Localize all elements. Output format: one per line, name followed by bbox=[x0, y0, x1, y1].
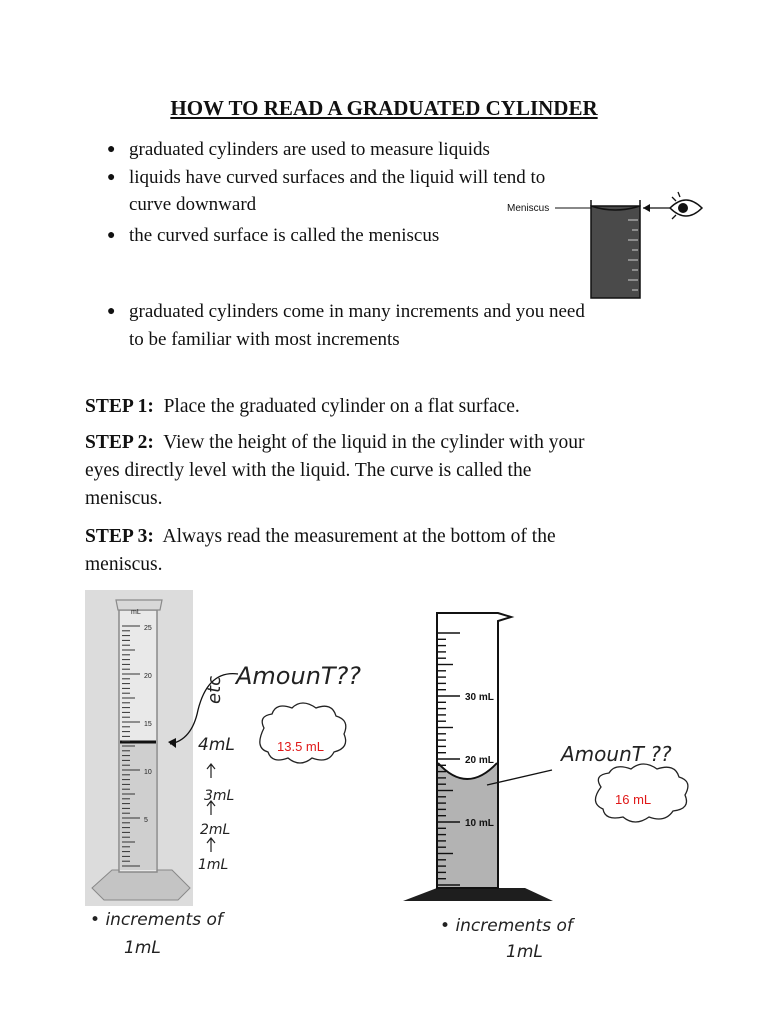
increment-3ml: 3mL bbox=[204, 788, 235, 804]
step-1-text: Place the graduated cylinder on a flat surface. bbox=[163, 396, 520, 417]
bullet-dot: ● bbox=[107, 170, 116, 185]
step-3-line2 bbox=[85, 551, 685, 579]
bullet-2-line2 bbox=[129, 191, 256, 218]
right-note-text: increments of bbox=[455, 916, 573, 936]
tick-label-10: 10 mL bbox=[465, 818, 494, 829]
unit-label: mL bbox=[131, 609, 141, 616]
bullet-dot: ● bbox=[107, 228, 116, 243]
bullet-3-text: the curved surface is called the meniscus bbox=[129, 225, 440, 246]
eye-icon bbox=[670, 192, 702, 219]
step-2-text-line2: eyes directly level with the liquid. The curve is called the bbox=[85, 460, 532, 481]
step-3-text-line2: meniscus. bbox=[85, 554, 163, 575]
step-2-line2 bbox=[85, 457, 685, 485]
cylinder-base bbox=[92, 870, 190, 900]
bullet-3 bbox=[107, 222, 440, 249]
eye-sight-arrowhead bbox=[643, 204, 650, 212]
meniscus-label: Meniscus bbox=[507, 203, 550, 214]
bullet-1 bbox=[107, 136, 490, 163]
step-3-text-line1: Always read the measurement at the bottom of the bbox=[162, 526, 556, 547]
step-3 bbox=[85, 523, 685, 551]
step-2-label: STEP 2: bbox=[85, 432, 154, 453]
right-amount-text: AmounT ?? bbox=[561, 742, 672, 766]
tick-label-25: 25 bbox=[144, 625, 152, 632]
tick-label-20: 20 bbox=[144, 673, 152, 680]
left-note-line1: • increments of bbox=[90, 910, 223, 930]
left-answer-label: 13.5 mL bbox=[277, 739, 324, 754]
bullet-2-text-line1: liquids have curved surfaces and the liquid will tend to bbox=[129, 167, 546, 188]
tick-label-5: 5 bbox=[144, 817, 148, 824]
left-amount-text: AmounT?? bbox=[236, 662, 362, 690]
step-3-label: STEP 3: bbox=[85, 526, 154, 547]
right-note-line1: • increments of bbox=[440, 916, 573, 936]
step-2-text-line1: View the height of the liquid in the cylinder with your bbox=[163, 432, 585, 453]
meniscus-diagram bbox=[500, 180, 720, 305]
bullet-2 bbox=[107, 164, 546, 191]
bullet-4-text-line2: to be familiar with most increments bbox=[129, 329, 400, 350]
tick-label-20: 20 mL bbox=[465, 755, 494, 766]
increment-arrows bbox=[207, 764, 215, 852]
increment-4ml: 4mL bbox=[198, 735, 235, 755]
cylinder-base bbox=[403, 888, 553, 901]
bullet-1-text: graduated cylinders are used to measure liquids bbox=[129, 139, 490, 160]
bullet-dot: ● bbox=[107, 304, 116, 319]
step-2-text-line3: meniscus. bbox=[85, 488, 163, 509]
bullet-2-text-line2: curve downward bbox=[129, 194, 257, 215]
etc-text: etc bbox=[204, 675, 225, 704]
step-2-line3 bbox=[85, 485, 685, 513]
left-note-line2: 1mL bbox=[124, 938, 161, 958]
tick-label-30: 30 mL bbox=[465, 692, 494, 703]
bullet-4-line2 bbox=[129, 326, 400, 353]
tick-label-15: 15 bbox=[144, 721, 152, 728]
bullet-dot: ● bbox=[107, 142, 116, 157]
right-answer-label: 16 mL bbox=[615, 792, 652, 807]
increment-1ml: 1mL bbox=[198, 857, 229, 873]
step-1-label: STEP 1: bbox=[85, 396, 154, 417]
increment-2ml: 2mL bbox=[200, 822, 231, 838]
cylinder-liquid bbox=[120, 742, 156, 870]
right-note-line2: 1mL bbox=[506, 942, 543, 962]
step-1 bbox=[85, 393, 685, 421]
left-note-text: increments of bbox=[105, 910, 223, 930]
answer-cloud bbox=[260, 703, 346, 763]
bullet-4-text-line1: graduated cylinders come in many increments and you need bbox=[129, 301, 585, 322]
page-title: HOW TO READ A GRADUATED CYLINDER bbox=[170, 96, 598, 120]
step-2 bbox=[85, 429, 685, 457]
tick-label-10: 10 bbox=[144, 769, 152, 776]
